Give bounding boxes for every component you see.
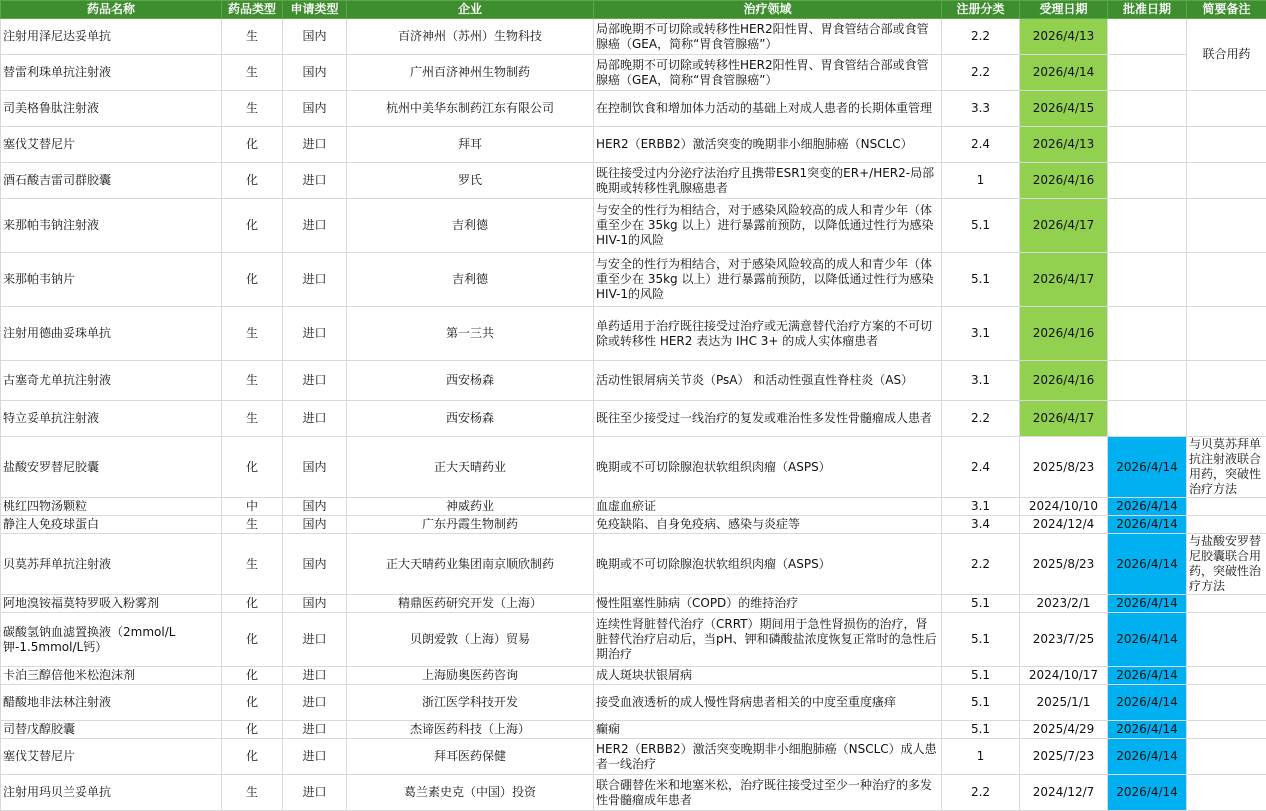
col-header-approve-date[interactable]: 批准日期 xyxy=(1108,1,1187,19)
company-cell[interactable]: 吉利德 xyxy=(347,199,594,253)
company-cell[interactable]: 吉利德 xyxy=(347,253,594,307)
approve-date-cell[interactable] xyxy=(1108,127,1187,163)
table-row xyxy=(1,775,1266,811)
therapy-area-cell[interactable]: 与安全的性行为相结合，对于感染风险较高的成人和青少年（体重至少在 35kg 以上）进行暴露前预防，以降低通过性行为感染 HIV-1的风险 xyxy=(594,253,942,307)
table-row xyxy=(1,595,1266,613)
drug-type-cell[interactable]: 生 xyxy=(222,55,283,91)
approve-date-cell[interactable] xyxy=(1108,253,1187,307)
registration-class-cell[interactable]: 1 xyxy=(942,739,1020,775)
registration-class-cell[interactable]: 5.1 xyxy=(942,613,1020,667)
note-cell[interactable] xyxy=(1187,775,1266,811)
accept-date-cell[interactable]: 2025/8/23 xyxy=(1020,437,1108,498)
registration-class-cell[interactable]: 1 xyxy=(942,163,1020,199)
note-cell[interactable]: 与贝莫苏拜单抗注射液联合用药，突破性治疗方法 xyxy=(1187,437,1266,498)
drug-type-cell[interactable]: 中 xyxy=(222,498,283,516)
registration-class-cell[interactable]: 3.3 xyxy=(942,91,1020,127)
approve-date-cell[interactable]: 2026/4/14 xyxy=(1108,775,1187,811)
registration-class-cell[interactable]: 3.4 xyxy=(942,516,1020,534)
col-header-registration-class[interactable]: 注册分类 xyxy=(942,1,1020,19)
application-type-cell[interactable]: 进口 xyxy=(283,739,347,775)
therapy-area-cell[interactable]: 慢性阻塞性肺病（COPD）的维持治疗 xyxy=(594,595,942,613)
therapy-area-cell[interactable]: 局部晚期不可切除或转移性HER2阳性胃、胃食管结合部或食管腺癌（GEA，简称“胃食管腺癌”） xyxy=(594,19,942,55)
drug-name-cell[interactable]: 桃红四物汤颗粒 xyxy=(1,498,222,516)
drug-type-cell[interactable]: 生 xyxy=(222,516,283,534)
drug-name-cell[interactable]: 贝莫苏拜单抗注射液 xyxy=(1,534,222,595)
therapy-area-cell[interactable]: 局部晚期不可切除或转移性HER2阳性胃、胃食管结合部或食管腺癌（GEA，简称“胃食管腺癌”） xyxy=(594,55,942,91)
approve-date-cell[interactable] xyxy=(1108,307,1187,361)
table-row xyxy=(1,516,1266,534)
registration-class-cell[interactable]: 2.2 xyxy=(942,55,1020,91)
therapy-area-cell[interactable]: 晚期或不可切除腺泡状软组织肉瘤（ASPS） xyxy=(594,534,942,595)
company-cell[interactable]: 广东丹霞生物制药 xyxy=(347,516,594,534)
note-cell[interactable] xyxy=(1187,199,1266,253)
application-type-cell[interactable]: 进口 xyxy=(283,307,347,361)
drug-name-cell[interactable]: 特立妥单抗注射液 xyxy=(1,401,222,437)
note-cell[interactable] xyxy=(1187,498,1266,516)
company-cell[interactable]: 上海励奥医药咨询 xyxy=(347,667,594,685)
approve-date-cell[interactable] xyxy=(1108,91,1187,127)
application-type-cell[interactable]: 进口 xyxy=(283,775,347,811)
company-cell[interactable]: 精鼎医药研究开发（上海） xyxy=(347,595,594,613)
table-row xyxy=(1,739,1266,775)
table-row xyxy=(1,361,1266,401)
drug-type-cell[interactable]: 化 xyxy=(222,127,283,163)
company-cell[interactable]: 贝朗爱敦（上海）贸易 xyxy=(347,613,594,667)
drug-type-cell[interactable]: 生 xyxy=(222,361,283,401)
company-cell[interactable]: 神威药业 xyxy=(347,498,594,516)
drug-type-cell[interactable]: 生 xyxy=(222,401,283,437)
header-row xyxy=(1,1,1266,19)
application-type-cell[interactable]: 进口 xyxy=(283,721,347,739)
therapy-area-cell[interactable]: 活动性银屑病关节炎（PsA） 和活动性强直性脊柱炎（AS） xyxy=(594,361,942,401)
accept-date-cell[interactable]: 2023/7/25 xyxy=(1020,613,1108,667)
table-row xyxy=(1,401,1266,437)
application-type-cell[interactable]: 进口 xyxy=(283,667,347,685)
company-cell[interactable]: 浙江医学科技开发 xyxy=(347,685,594,721)
drug-name-cell[interactable]: 司替戊醇胶囊 xyxy=(1,721,222,739)
registration-class-cell[interactable]: 2.2 xyxy=(942,534,1020,595)
approve-date-cell[interactable] xyxy=(1108,401,1187,437)
note-cell[interactable] xyxy=(1187,361,1266,401)
accept-date-cell[interactable]: 2026/4/17 xyxy=(1020,199,1108,253)
col-header-type[interactable]: 药品类型 xyxy=(222,1,283,19)
drug-name-cell[interactable]: 塞伐艾替尼片 xyxy=(1,127,222,163)
drug-name-cell[interactable]: 卡泊三醇倍他米松泡沫剂 xyxy=(1,667,222,685)
col-header-note[interactable]: 简要备注 xyxy=(1187,1,1266,19)
approve-date-cell[interactable] xyxy=(1108,163,1187,199)
table-row xyxy=(1,55,1266,91)
note-cell[interactable]: 联合用药 xyxy=(1187,19,1266,91)
approve-date-cell[interactable]: 2026/4/14 xyxy=(1108,595,1187,613)
company-cell[interactable]: 罗氏 xyxy=(347,163,594,199)
accept-date-cell[interactable]: 2026/4/17 xyxy=(1020,401,1108,437)
approve-date-cell[interactable]: 2026/4/14 xyxy=(1108,437,1187,498)
table-row xyxy=(1,253,1266,307)
drug-type-cell[interactable]: 化 xyxy=(222,667,283,685)
col-header-accept-date[interactable]: 受理日期 xyxy=(1020,1,1108,19)
therapy-area-cell[interactable]: 既往接受过内分泌疗法治疗且携带ESR1突变的ER+/HER2-局部晚期或转移性乳腺癌患者 xyxy=(594,163,942,199)
company-cell[interactable]: 正大天晴药业集团南京顺欣制药 xyxy=(347,534,594,595)
company-cell[interactable]: 第一三共 xyxy=(347,307,594,361)
accept-date-cell[interactable]: 2024/12/4 xyxy=(1020,516,1108,534)
accept-date-cell[interactable]: 2025/1/1 xyxy=(1020,685,1108,721)
therapy-area-cell[interactable]: 免疫缺陷、自身免疫病、感染与炎症等 xyxy=(594,516,942,534)
note-cell[interactable] xyxy=(1187,721,1266,739)
therapy-area-cell[interactable]: 接受血液透析的成人慢性肾病患者相关的中度至重度瘙痒 xyxy=(594,685,942,721)
registration-class-cell[interactable]: 2.2 xyxy=(942,19,1020,55)
registration-class-cell[interactable]: 5.1 xyxy=(942,685,1020,721)
note-cell[interactable] xyxy=(1187,253,1266,307)
approve-date-cell[interactable]: 2026/4/14 xyxy=(1108,667,1187,685)
application-type-cell[interactable]: 国内 xyxy=(283,19,347,55)
drug-name-cell[interactable]: 古塞奇尤单抗注射液 xyxy=(1,361,222,401)
accept-date-cell[interactable]: 2026/4/15 xyxy=(1020,91,1108,127)
company-cell[interactable]: 西安杨森 xyxy=(347,361,594,401)
registration-class-cell[interactable]: 2.2 xyxy=(942,401,1020,437)
note-cell[interactable] xyxy=(1187,401,1266,437)
drug-name-cell[interactable]: 阿地溴铵福莫特罗吸入粉雾剂 xyxy=(1,595,222,613)
therapy-area-cell[interactable]: 单药适用于治疗既往接受过治疗或无满意替代治疗方案的不可切除或转移性 HER2 表达为 IHC 3+ 的成人实体瘤患者 xyxy=(594,307,942,361)
drug-name-cell[interactable]: 司美格鲁肽注射液 xyxy=(1,91,222,127)
application-type-cell[interactable]: 进口 xyxy=(283,685,347,721)
table-row xyxy=(1,437,1266,498)
application-type-cell[interactable]: 进口 xyxy=(283,613,347,667)
accept-date-cell[interactable]: 2026/4/16 xyxy=(1020,307,1108,361)
accept-date-cell[interactable]: 2026/4/13 xyxy=(1020,127,1108,163)
accept-date-cell[interactable]: 2026/4/16 xyxy=(1020,163,1108,199)
note-cell[interactable]: 与盐酸安罗替尼胶囊联合用药，突破性治疗方法 xyxy=(1187,534,1266,595)
table-row xyxy=(1,534,1266,595)
table-row xyxy=(1,613,1266,667)
therapy-area-cell[interactable]: 在控制饮食和增加体力活动的基础上对成人患者的长期体重管理 xyxy=(594,91,942,127)
registration-class-cell[interactable]: 5.1 xyxy=(942,253,1020,307)
approve-date-cell[interactable] xyxy=(1108,55,1187,91)
company-cell[interactable]: 杰谛医药科技（上海） xyxy=(347,721,594,739)
drug-name-cell[interactable]: 替雷利珠单抗注射液 xyxy=(1,55,222,91)
accept-date-cell[interactable]: 2026/4/17 xyxy=(1020,253,1108,307)
accept-date-cell[interactable]: 2026/4/14 xyxy=(1020,55,1108,91)
table-row xyxy=(1,498,1266,516)
table-row xyxy=(1,91,1266,127)
company-cell[interactable]: 百济神州（苏州）生物科技 xyxy=(347,19,594,55)
approve-date-cell[interactable]: 2026/4/14 xyxy=(1108,739,1187,775)
table-row xyxy=(1,163,1266,199)
table-row xyxy=(1,307,1266,361)
drug-type-cell[interactable]: 化 xyxy=(222,163,283,199)
accept-date-cell[interactable]: 2025/7/23 xyxy=(1020,739,1108,775)
accept-date-cell[interactable]: 2024/10/10 xyxy=(1020,498,1108,516)
application-type-cell[interactable]: 国内 xyxy=(283,516,347,534)
company-cell[interactable]: 西安杨森 xyxy=(347,401,594,437)
drug-name-cell[interactable]: 塞伐艾替尼片 xyxy=(1,739,222,775)
therapy-area-cell[interactable]: 连续性肾脏替代治疗（CRRT）期间用于急性肾损伤的治疗，肾脏替代治疗启动后，当pH、钾和磷酸盐浓度恢复正常时的急性后期治疗 xyxy=(594,613,942,667)
application-type-cell[interactable]: 进口 xyxy=(283,361,347,401)
accept-date-cell[interactable]: 2024/12/7 xyxy=(1020,775,1108,811)
therapy-area-cell[interactable]: 与安全的性行为相结合，对于感染风险较高的成人和青少年（体重至少在 35kg 以上）进行暴露前预防，以降低通过性行为感染 HIV-1的风险 xyxy=(594,199,942,253)
application-type-cell[interactable]: 国内 xyxy=(283,595,347,613)
note-cell[interactable] xyxy=(1187,91,1266,127)
approve-date-cell[interactable]: 2026/4/14 xyxy=(1108,721,1187,739)
drug-name-cell[interactable]: 来那帕韦钠片 xyxy=(1,253,222,307)
drug-name-cell[interactable]: 静注人免疫球蛋白 xyxy=(1,516,222,534)
therapy-area-cell[interactable]: 晚期或不可切除腺泡状软组织肉瘤（ASPS） xyxy=(594,437,942,498)
company-cell[interactable]: 正大天晴药业 xyxy=(347,437,594,498)
accept-date-cell[interactable]: 2026/4/16 xyxy=(1020,361,1108,401)
registration-class-cell[interactable]: 3.1 xyxy=(942,307,1020,361)
approve-date-cell[interactable]: 2026/4/14 xyxy=(1108,534,1187,595)
approve-date-cell[interactable]: 2026/4/14 xyxy=(1108,613,1187,667)
col-header-application[interactable]: 申请类型 xyxy=(283,1,347,19)
col-header-company[interactable]: 企业 xyxy=(347,1,594,19)
registration-class-cell[interactable]: 2.2 xyxy=(942,775,1020,811)
table-row xyxy=(1,19,1266,55)
accept-date-cell[interactable]: 2023/2/1 xyxy=(1020,595,1108,613)
drug-type-cell[interactable]: 化 xyxy=(222,739,283,775)
note-cell[interactable] xyxy=(1187,739,1266,775)
drug-type-cell[interactable]: 生 xyxy=(222,91,283,127)
application-type-cell[interactable]: 进口 xyxy=(283,253,347,307)
approve-date-cell[interactable] xyxy=(1108,19,1187,55)
drug-type-cell[interactable]: 化 xyxy=(222,437,283,498)
registration-class-cell[interactable]: 3.1 xyxy=(942,498,1020,516)
therapy-area-cell[interactable]: 既往至少接受过一线治疗的复发或难治性多发性骨髓瘤成人患者 xyxy=(594,401,942,437)
therapy-area-cell[interactable]: HER2（ERBB2）激活突变的晚期非小细胞肺癌（NSCLC） xyxy=(594,127,942,163)
approve-date-cell[interactable]: 2026/4/14 xyxy=(1108,498,1187,516)
drug-type-cell[interactable]: 生 xyxy=(222,307,283,361)
application-type-cell[interactable]: 进口 xyxy=(283,401,347,437)
col-header-therapy-area[interactable]: 治疗领域 xyxy=(594,1,942,19)
table-row xyxy=(1,127,1266,163)
table-row xyxy=(1,721,1266,739)
application-type-cell[interactable]: 国内 xyxy=(283,91,347,127)
company-cell[interactable]: 葛兰素史克（中国）投资 xyxy=(347,775,594,811)
company-cell[interactable]: 杭州中美华东制药江东有限公司 xyxy=(347,91,594,127)
application-type-cell[interactable]: 进口 xyxy=(283,199,347,253)
drug-name-cell[interactable]: 来那帕韦钠注射液 xyxy=(1,199,222,253)
drug-type-cell[interactable]: 化 xyxy=(222,595,283,613)
note-cell[interactable] xyxy=(1187,685,1266,721)
application-type-cell[interactable]: 国内 xyxy=(283,534,347,595)
drug-type-cell[interactable]: 生 xyxy=(222,775,283,811)
table-row xyxy=(1,199,1266,253)
accept-date-cell[interactable]: 2024/10/17 xyxy=(1020,667,1108,685)
drug-type-cell[interactable]: 化 xyxy=(222,613,283,667)
drug-name-cell[interactable]: 碳酸氢钠血滤置换液（2mmol/L钾-1.5mmol/L钙） xyxy=(1,613,222,667)
note-cell[interactable] xyxy=(1187,613,1266,667)
approve-date-cell[interactable]: 2026/4/14 xyxy=(1108,516,1187,534)
accept-date-cell[interactable]: 2025/8/23 xyxy=(1020,534,1108,595)
registration-class-cell[interactable]: 5.1 xyxy=(942,595,1020,613)
drug-name-cell[interactable]: 注射用德曲妥珠单抗 xyxy=(1,307,222,361)
registration-class-cell[interactable]: 2.4 xyxy=(942,127,1020,163)
drug-name-cell[interactable]: 注射用泽尼达妥单抗 xyxy=(1,19,222,55)
drug-type-cell[interactable]: 化 xyxy=(222,685,283,721)
therapy-area-cell[interactable]: 癫痫 xyxy=(594,721,942,739)
drug-type-cell[interactable]: 生 xyxy=(222,19,283,55)
table-row xyxy=(1,685,1266,721)
application-type-cell[interactable]: 国内 xyxy=(283,437,347,498)
drug-type-cell[interactable]: 生 xyxy=(222,534,283,595)
therapy-area-cell[interactable]: 联合硼替佐米和地塞米松，治疗既往接受过至少一种治疗的多发性骨髓瘤成年患者 xyxy=(594,775,942,811)
drug-name-cell[interactable]: 盐酸安罗替尼胶囊 xyxy=(1,437,222,498)
application-type-cell[interactable]: 国内 xyxy=(283,498,347,516)
approve-date-cell[interactable]: 2026/4/14 xyxy=(1108,685,1187,721)
approve-date-cell[interactable] xyxy=(1108,361,1187,401)
registration-class-cell[interactable]: 5.1 xyxy=(942,721,1020,739)
drug-type-cell[interactable]: 化 xyxy=(222,199,283,253)
note-cell[interactable] xyxy=(1187,127,1266,163)
drug-type-cell[interactable]: 化 xyxy=(222,721,283,739)
approve-date-cell[interactable] xyxy=(1108,199,1187,253)
application-type-cell[interactable]: 国内 xyxy=(283,55,347,91)
therapy-area-cell[interactable]: HER2（ERBB2）激活突变晚期非小细胞肺癌（NSCLC）成人患者一线治疗 xyxy=(594,739,942,775)
note-cell[interactable] xyxy=(1187,667,1266,685)
application-type-cell[interactable]: 进口 xyxy=(283,127,347,163)
application-type-cell[interactable]: 进口 xyxy=(283,163,347,199)
accept-date-cell[interactable]: 2026/4/13 xyxy=(1020,19,1108,55)
note-cell[interactable] xyxy=(1187,516,1266,534)
registration-class-cell[interactable]: 3.1 xyxy=(942,361,1020,401)
therapy-area-cell[interactable]: 血虚血瘀证 xyxy=(594,498,942,516)
note-cell[interactable] xyxy=(1187,595,1266,613)
therapy-area-cell[interactable]: 成人斑块状银屑病 xyxy=(594,667,942,685)
company-cell[interactable]: 拜耳 xyxy=(347,127,594,163)
table-row xyxy=(1,667,1266,685)
registration-class-cell[interactable]: 2.4 xyxy=(942,437,1020,498)
company-cell[interactable]: 拜耳医药保健 xyxy=(347,739,594,775)
registration-class-cell[interactable]: 5.1 xyxy=(942,667,1020,685)
drug-type-cell[interactable]: 化 xyxy=(222,253,283,307)
accept-date-cell[interactable]: 2025/4/29 xyxy=(1020,721,1108,739)
drug-name-cell[interactable]: 醋酸地非法林注射液 xyxy=(1,685,222,721)
registration-class-cell[interactable]: 5.1 xyxy=(942,199,1020,253)
note-cell[interactable] xyxy=(1187,163,1266,199)
company-cell[interactable]: 广州百济神州生物制药 xyxy=(347,55,594,91)
note-cell[interactable] xyxy=(1187,307,1266,361)
drug-name-cell[interactable]: 注射用玛贝兰妥单抗 xyxy=(1,775,222,811)
col-header-name[interactable]: 药品名称 xyxy=(1,1,222,19)
drug-name-cell[interactable]: 酒石酸吉雷司群胶囊 xyxy=(1,163,222,199)
